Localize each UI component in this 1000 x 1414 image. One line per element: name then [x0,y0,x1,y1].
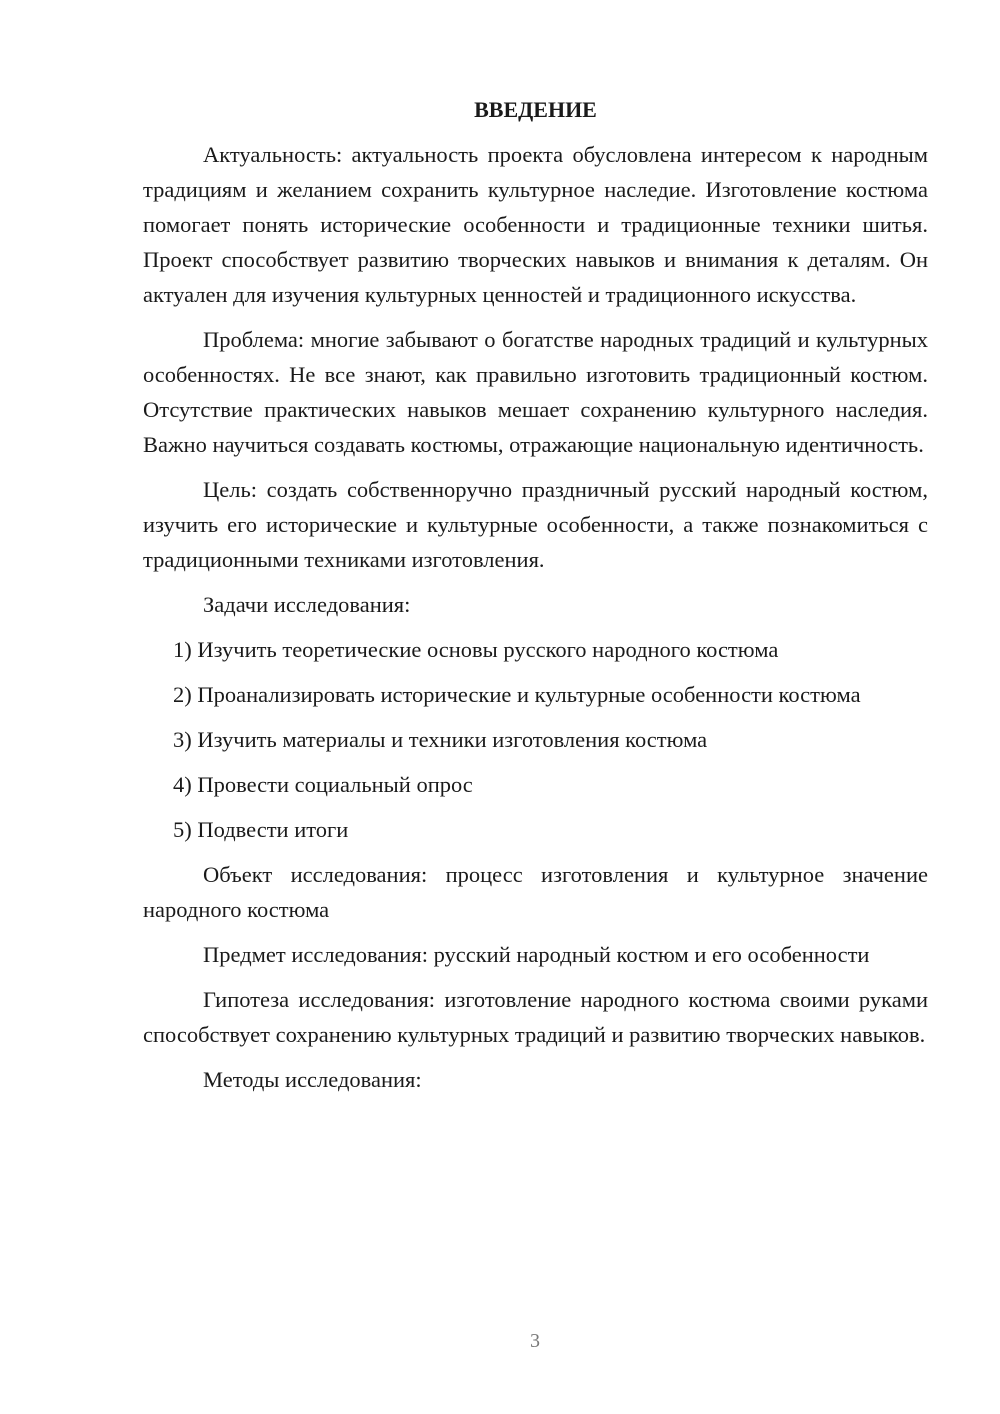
paragraph-object: Объект исследования: процесс изготовления и культурное значение народного костюма [143,862,928,922]
paragraph-hypothesis: Гипотеза исследования: изготовление народного костюма своими руками способствует сохранению культурных традиций и развитию творческих навыков. [143,987,928,1047]
paragraph-subject: Предмет исследования: русский народный костюм и его особенности [203,942,870,967]
paragraph-problem: Проблема: многие забывают о богатстве народных традиций и культурных особенностях. Не все знают, как правильно изготовить традиционный костюм. Отсутствие практических навыков мешает сохранению культурного наследия. Важно научиться создавать костюмы, отражающие национальную идентичность. [143,327,928,457]
paragraph-relevance: Актуальность: актуальность проекта обусловлена интересом к народным традициям и желанием сохранить культурное наследие. Изготовление костюма помогает понять исторические особенности и традиционные техники шитья. Проект способствует развитию творческих навыков и внимания к деталям. Он актуален для изучения культурных ценностей и традиционного искусства. [143,142,928,307]
page-number: 3 [530,1330,540,1352]
page-content [143,92,928,1107]
task-item-1: 1) Изучить теоретические основы русского народного костюма [173,637,779,662]
task-item-2: 2) Проанализировать исторические и культурные особенности костюма [173,682,861,707]
paragraph-goal: Цель: создать собственноручно праздничный русский народный костюм, изучить его исторические и культурные особенности, а также познакомиться с традиционными техниками изготовления. [143,477,928,572]
task-item-5: 5) Подвести итоги [173,817,349,842]
methods-heading: Методы исследования: [203,1067,422,1092]
task-item-4: 4) Провести социальный опрос [173,772,473,797]
task-item-3: 3) Изучить материалы и техники изготовления костюма [173,727,708,752]
tasks-heading: Задачи исследования: [203,592,411,617]
page-title: ВВЕДЕНИЕ [474,97,597,122]
